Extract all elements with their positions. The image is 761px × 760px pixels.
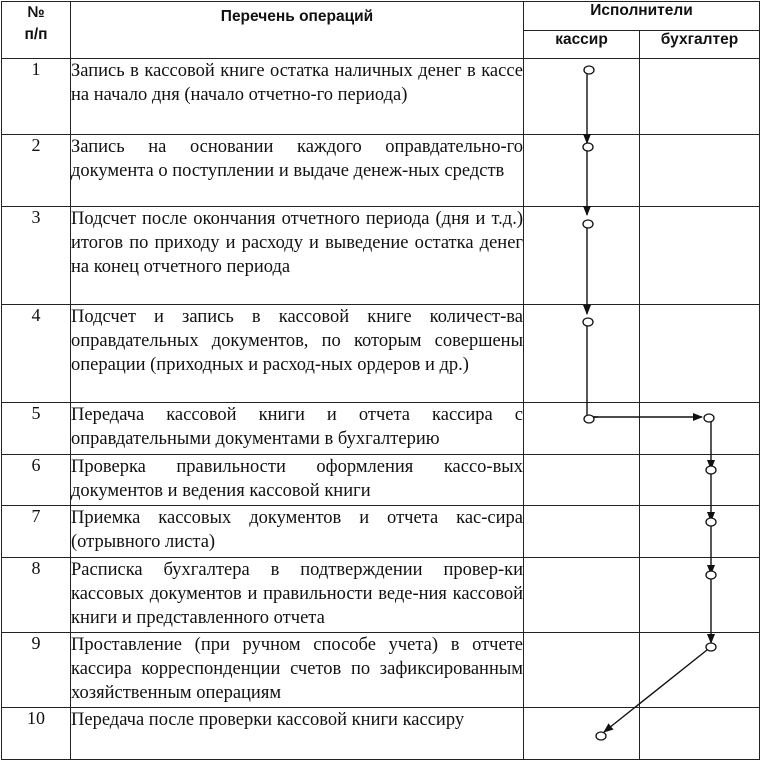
header-num — [2, 2, 71, 59]
row-operation: Расписка бухгалтера в подтверждении провер-ки кассовых документов и правильности веде-ния кассовой книги и представленного отчета — [71, 558, 524, 633]
cashier-cell — [524, 207, 640, 305]
row-operation: Запись в кассовой книге остатка наличных денег в кассе на начало дня (начало отчетно-го периода) — [71, 59, 524, 135]
accountant-cell — [640, 59, 760, 135]
operations-table — [1, 1, 760, 760]
table-row — [2, 207, 760, 305]
row-operation: Проставление (при ручном способе учета) в отчете кассира корреспонденции счетов по зафиксированным хозяйственным операциям — [71, 633, 524, 708]
row-number: 2 — [2, 135, 71, 207]
header-cashier: кассир — [524, 31, 640, 59]
cashier-cell — [524, 455, 640, 506]
row-number: 3 — [2, 207, 71, 305]
row-number: 5 — [2, 403, 71, 455]
table-row — [2, 135, 760, 207]
row-operation: Передача кассовой книги и отчета кассира с оправдательными документами в бухгалтерию — [71, 403, 524, 455]
row-number: 8 — [2, 558, 71, 633]
row-operation: Запись на основании каждого оправдательно-го документа о поступлении и выдаче денеж-ных средств — [71, 135, 524, 207]
row-number: 1 — [2, 59, 71, 135]
header-operations: Перечень операций — [71, 2, 524, 59]
accountant-cell — [640, 403, 760, 455]
accountant-cell — [640, 506, 760, 558]
cashier-cell — [524, 558, 640, 633]
row-number: 4 — [2, 305, 71, 403]
accountant-cell — [640, 633, 760, 708]
table-row — [2, 506, 760, 558]
accountant-cell — [640, 135, 760, 207]
cashier-cell — [524, 708, 640, 760]
table-row — [2, 403, 760, 455]
row-operation: Передача после проверки кассовой книги кассиру — [71, 708, 524, 760]
row-number: 9 — [2, 633, 71, 708]
cashier-cell — [524, 59, 640, 135]
cashier-cell — [524, 506, 640, 558]
table-row — [2, 558, 760, 633]
row-operation: Подсчет и запись в кассовой книге количест-ва оправдательных документов, по которым совершены операции (приходных и расход-ных ордеров и др.) — [71, 305, 524, 403]
table-row — [2, 633, 760, 708]
table-row — [2, 708, 760, 760]
cashier-cell — [524, 305, 640, 403]
header-performers: Исполнители — [524, 2, 760, 31]
accountant-cell — [640, 558, 760, 633]
header-num-label: п/п — [24, 26, 48, 43]
header-num-symbol: № — [27, 4, 45, 21]
row-operation: Подсчет после окончания отчетного периода (дня и т.д.) итогов по приходу и расходу и выведение остатка денег на конец отчетного периода — [71, 207, 524, 305]
accountant-cell — [640, 207, 760, 305]
cashier-cell — [524, 403, 640, 455]
accountant-cell — [640, 305, 760, 403]
table-row — [2, 305, 760, 403]
accountant-cell — [640, 455, 760, 506]
cashier-cell — [524, 633, 640, 708]
row-operation: Проверка правильности оформления кассо-вых документов и ведения кассовой книги — [71, 455, 524, 506]
row-number: 6 — [2, 455, 71, 506]
row-number: 7 — [2, 506, 71, 558]
row-number: 10 — [2, 708, 71, 760]
table-row — [2, 59, 760, 135]
header-accountant: бухгалтер — [640, 31, 760, 59]
table-row — [2, 455, 760, 506]
row-operation: Приемка кассовых документов и отчета кас-сира (отрывного листа) — [71, 506, 524, 558]
cashier-cell — [524, 135, 640, 207]
accountant-cell — [640, 708, 760, 760]
